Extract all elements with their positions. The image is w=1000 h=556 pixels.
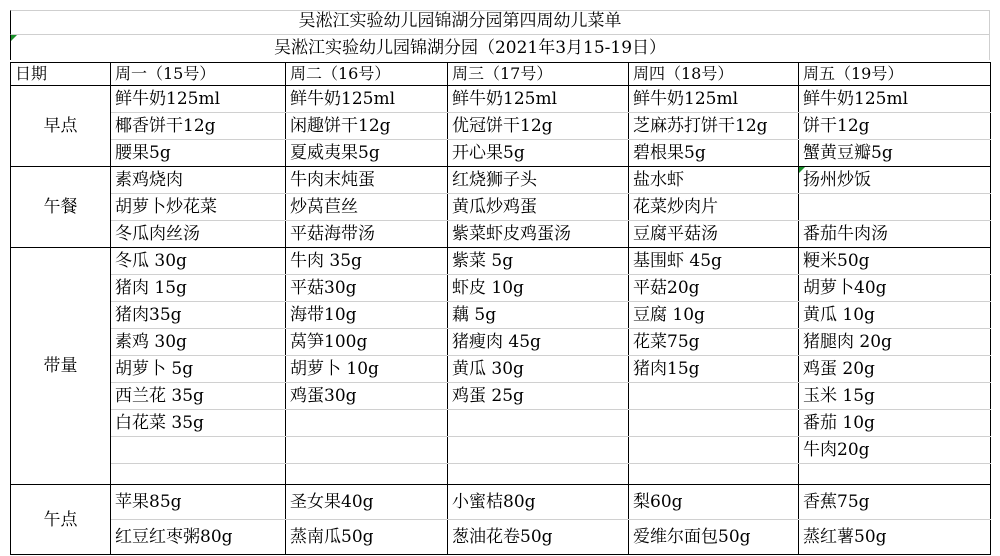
breakfast-label: 早点 [11, 86, 111, 167]
menu-cell: 碧根果5g [629, 140, 799, 167]
quantity-row [11, 248, 991, 275]
header-day: 周四（18号） [629, 63, 799, 86]
menu-cell: 牛肉20g [799, 437, 991, 464]
menu-cell: 黄瓜 10g [799, 302, 991, 329]
quantity-row [11, 356, 991, 383]
menu-cell: 花菜炒肉片 [629, 194, 799, 221]
menu-cell: 花菜75g [629, 329, 799, 356]
menu-cell: 紫菜虾皮鸡蛋汤 [448, 221, 629, 248]
menu-cell: 夏威夷果5g [286, 140, 448, 167]
header-day: 周三（17号） [448, 63, 629, 86]
menu-cell: 粳米50g [799, 248, 991, 275]
menu-cell [448, 464, 629, 485]
menu-cell [629, 464, 799, 485]
lunch-row [11, 221, 991, 248]
breakfast-row [11, 86, 991, 113]
menu-cell: 素鸡 30g [111, 329, 286, 356]
menu-cell: 鲜牛奶125ml [286, 86, 448, 113]
menu-cell [286, 437, 448, 464]
menu-cell [111, 437, 286, 464]
breakfast-row [11, 140, 991, 167]
menu-cell: 苹果85g [111, 485, 286, 520]
sheet-subtitle: 吴淞江实验幼儿园锦湖分园（2021年3月15-19日） [10, 34, 990, 60]
menu-cell: 鸡蛋30g [286, 383, 448, 410]
menu-cell: 豆腐 10g [629, 302, 799, 329]
menu-cell: 冬瓜 30g [111, 248, 286, 275]
menu-cell [799, 464, 991, 485]
snack-row [11, 520, 991, 555]
menu-cell: 牛肉末炖蛋 [286, 167, 448, 194]
menu-cell: 藕 5g [448, 302, 629, 329]
menu-cell: 平菇海带汤 [286, 221, 448, 248]
menu-cell: 鸡蛋 25g [448, 383, 629, 410]
menu-cell: 香蕉75g [799, 485, 991, 520]
menu-cell: 红豆红枣粥80g [111, 520, 286, 555]
menu-cell [286, 464, 448, 485]
header-day: 周一（15号） [111, 63, 286, 86]
menu-cell: 梨60g [629, 485, 799, 520]
menu-cell: 椰香饼干12g [111, 113, 286, 140]
menu-cell [111, 464, 286, 485]
menu-cell: 蒸南瓜50g [286, 520, 448, 555]
lunch-label: 午餐 [11, 167, 111, 248]
menu-cell: 胡萝卜40g [799, 275, 991, 302]
menu-cell: 扬州炒饭 [799, 167, 991, 194]
quantity-label: 带量 [11, 248, 111, 485]
menu-cell [629, 410, 799, 437]
menu-cell: 爱维尔面包50g [629, 520, 799, 555]
menu-cell: 蒸红薯50g [799, 520, 991, 555]
menu-cell: 基围虾 45g [629, 248, 799, 275]
menu-cell: 鲜牛奶125ml [629, 86, 799, 113]
menu-cell: 猪肉 15g [111, 275, 286, 302]
menu-cell: 番茄 10g [799, 410, 991, 437]
menu-cell: 饼干12g [799, 113, 991, 140]
menu-cell: 鲜牛奶125ml [111, 86, 286, 113]
menu-cell: 盐水虾 [629, 167, 799, 194]
menu-cell: 胡萝卜 5g [111, 356, 286, 383]
quantity-row [11, 464, 991, 485]
menu-sheet [10, 10, 990, 550]
menu-cell: 红烧狮子头 [448, 167, 629, 194]
menu-cell: 冬瓜肉丝汤 [111, 221, 286, 248]
menu-cell: 鲜牛奶125ml [799, 86, 991, 113]
snack-row [11, 485, 991, 520]
header-row [11, 63, 991, 86]
menu-cell: 海带10g [286, 302, 448, 329]
menu-cell: 虾皮 10g [448, 275, 629, 302]
menu-cell [448, 437, 629, 464]
cell-comment-marker-icon [799, 167, 805, 173]
menu-cell: 猪瘦肉 45g [448, 329, 629, 356]
menu-cell: 猪腿肉 20g [799, 329, 991, 356]
menu-cell: 圣女果40g [286, 485, 448, 520]
menu-cell: 芝麻苏打饼干12g [629, 113, 799, 140]
lunch-row [11, 194, 991, 221]
quantity-row [11, 410, 991, 437]
menu-cell: 胡萝卜炒花菜 [111, 194, 286, 221]
menu-cell [799, 194, 991, 221]
menu-cell: 白花菜 35g [111, 410, 286, 437]
menu-cell: 紫菜 5g [448, 248, 629, 275]
quantity-row [11, 275, 991, 302]
sheet-title: 吴淞江实验幼儿园锦湖分园第四周幼儿菜单 [10, 10, 990, 34]
cell-comment-marker-icon [11, 35, 17, 41]
menu-cell: 腰果5g [111, 140, 286, 167]
menu-cell: 素鸡烧肉 [111, 167, 286, 194]
menu-cell: 平菇20g [629, 275, 799, 302]
menu-cell: 炒莴苣丝 [286, 194, 448, 221]
menu-cell: 胡萝卜 10g [286, 356, 448, 383]
quantity-row [11, 383, 991, 410]
menu-cell [629, 383, 799, 410]
menu-cell: 平菇30g [286, 275, 448, 302]
snack-label: 午点 [11, 485, 111, 555]
menu-cell: 优冠饼干12g [448, 113, 629, 140]
menu-cell: 豆腐平菇汤 [629, 221, 799, 248]
menu-cell: 莴笋100g [286, 329, 448, 356]
quantity-row [11, 437, 991, 464]
menu-cell [286, 410, 448, 437]
menu-cell: 鲜牛奶125ml [448, 86, 629, 113]
menu-cell: 番茄牛肉汤 [799, 221, 991, 248]
menu-cell: 开心果5g [448, 140, 629, 167]
menu-cell: 牛肉 35g [286, 248, 448, 275]
menu-cell: 猪肉35g [111, 302, 286, 329]
menu-cell: 黄瓜炒鸡蛋 [448, 194, 629, 221]
header-day: 周二（16号） [286, 63, 448, 86]
quantity-row [11, 329, 991, 356]
header-day: 周五（19号） [799, 63, 991, 86]
menu-cell: 鸡蛋 20g [799, 356, 991, 383]
menu-cell: 黄瓜 30g [448, 356, 629, 383]
menu-cell: 闲趣饼干12g [286, 113, 448, 140]
lunch-row [11, 167, 991, 194]
breakfast-row [11, 113, 991, 140]
menu-cell [629, 437, 799, 464]
menu-cell [448, 410, 629, 437]
menu-cell: 小蜜桔80g [448, 485, 629, 520]
menu-cell: 玉米 15g [799, 383, 991, 410]
menu-table [10, 62, 991, 555]
header-date: 日期 [11, 63, 111, 86]
menu-cell: 猪肉15g [629, 356, 799, 383]
quantity-row [11, 302, 991, 329]
menu-cell: 西兰花 35g [111, 383, 286, 410]
menu-cell: 蟹黄豆瓣5g [799, 140, 991, 167]
menu-cell: 葱油花卷50g [448, 520, 629, 555]
